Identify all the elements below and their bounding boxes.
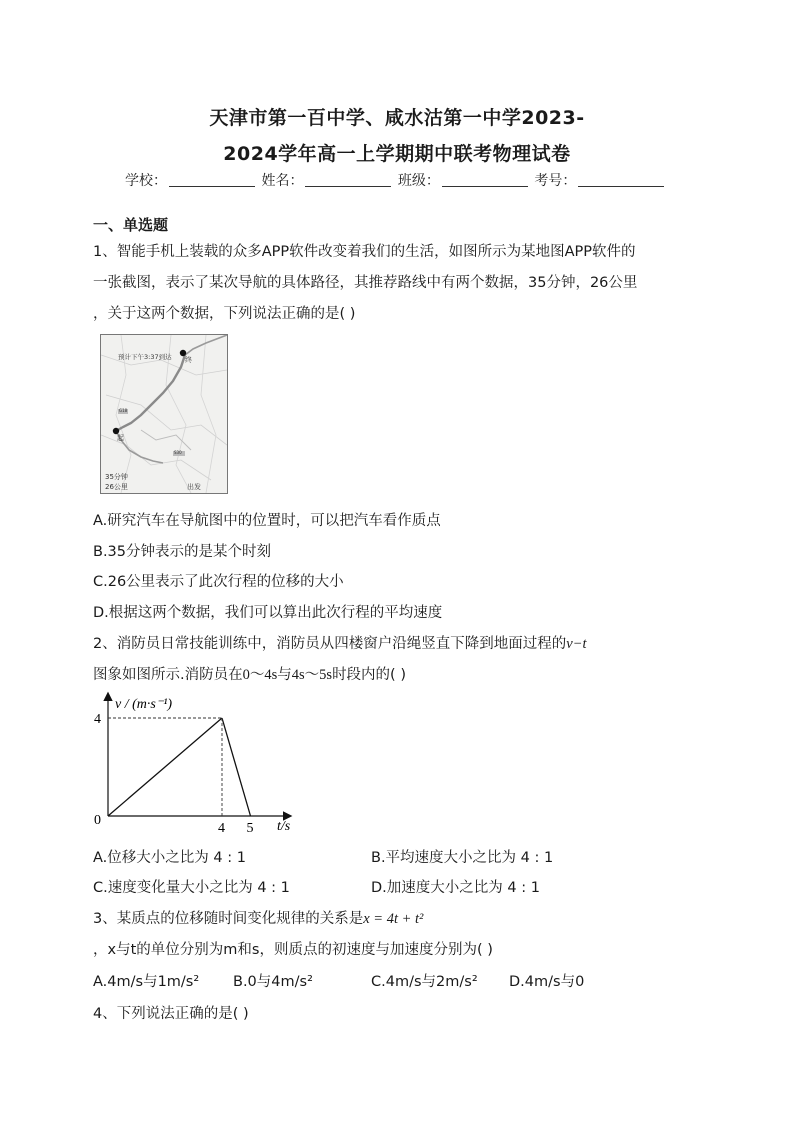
q3-option-a: A.4m/s与1m/s²: [93, 974, 200, 990]
map-road-label-1: G18: [119, 408, 128, 413]
q2-option-d: D.加速度大小之比为 4 : 1: [371, 880, 540, 896]
q2-option-a: A.位移大小之比为 4 : 1: [93, 850, 246, 866]
map-road-label-2: S30: [174, 450, 182, 455]
q1-option-c: C.26公里表示了此次行程的位移的大小: [93, 574, 344, 590]
x-axis-label: t/s: [277, 819, 291, 834]
map-duration-label: 35分钟: [105, 473, 128, 481]
vt-segment-0: [108, 718, 222, 816]
vt-graph-svg: [90, 688, 310, 838]
q2-stem-line2: [93, 663, 406, 684]
q1-stem-line3: ，关于这两个数据，下列说法正确的是( ): [93, 306, 356, 322]
q4-stem-line1: 4、下列说法正确的是( ): [93, 1006, 249, 1022]
y-axis-label: v / (m·s⁻¹): [115, 697, 173, 712]
q2-stem-text-2: 图象如图所示.消防员在: [93, 667, 243, 683]
q2-stem-end: 时段内的( ): [332, 667, 406, 683]
school-blank: [169, 174, 255, 187]
q2-interval-2: 4s～5s: [291, 667, 333, 683]
school-label: 学校：: [125, 173, 167, 189]
q1-option-d: D.根据这两个数据，我们可以算出此次行程的平均速度: [93, 605, 443, 621]
navigation-map-image: [100, 334, 228, 494]
q2-stem-line1: [93, 632, 586, 653]
route-line: [116, 355, 185, 431]
q2-vt-symbol: v−t: [566, 636, 587, 652]
map-distance-label: 26公里: [105, 483, 128, 491]
q3-stem-line2: ，x与t的单位分别为m和s，则质点的初速度与加速度分别为( ): [93, 942, 493, 958]
name-label: 姓名：: [261, 173, 304, 189]
x-tick-label-5: 5: [246, 821, 254, 836]
q2-option-b: B.平均速度大小之比为 4 : 1: [371, 850, 554, 866]
q2-interval-1: 0～4s: [242, 667, 278, 683]
q3-option-c: C.4m/s与2m/s²: [371, 974, 478, 990]
q2-and: 与: [277, 667, 292, 683]
y-tick-label-4: 4: [94, 712, 101, 727]
class-label: 班级：: [397, 173, 440, 189]
q3-stem-text: 3、某质点的位移随时间变化规律的关系是: [93, 911, 364, 927]
class-blank: [442, 174, 528, 187]
vt-graph: [90, 688, 310, 842]
q1-option-a: A.研究汽车在导航图中的位置时，可以把汽车看作质点: [93, 513, 441, 529]
origin-tick-label: 0: [94, 813, 101, 828]
q3-option-d: D.4m/s与0: [509, 974, 585, 990]
map-eta-label: 预计下午3:37到达: [118, 353, 172, 361]
q3-option-b: B.0与4m/s²: [233, 974, 313, 990]
q3-formula: x = 4t + t²: [363, 911, 424, 927]
q1-option-b: B.35分钟表示的是某个时刻: [93, 544, 272, 560]
name-blank: [305, 174, 391, 187]
x-tick-label-4: 4: [218, 821, 225, 836]
exam-number-blank: [578, 174, 664, 187]
exam-title-line2: 2024学年高一上学期期中联考物理试卷: [223, 143, 571, 165]
q2-option-c: C.速度变化量大小之比为 4 : 1: [93, 880, 290, 896]
q2-stem-text: 2、消防员日常技能训练中，消防员从四楼窗户沿绳竖直下降到地面过程的: [93, 636, 567, 652]
map-depart-button: 出发: [187, 483, 201, 491]
section-title: 一、单选题: [93, 216, 169, 234]
exam-title-line1: 天津市第一百中学、咸水沽第一中学2023-: [209, 107, 585, 129]
exam-number-label: 考号：: [534, 173, 577, 189]
student-info-row: [125, 170, 666, 190]
map-start-label: 起: [117, 434, 124, 442]
q1-stem-line2: 一张截图，表示了某次导航的具体路径，其推荐路线中有两个数据，35分钟，26公里: [93, 275, 638, 291]
q1-stem-line1: 1、智能手机上装载的众多APP软件改变着我们的生活，如图所示为某地图APP软件的: [93, 244, 636, 260]
q3-stem-line1: [93, 907, 423, 928]
vt-segment-1: [222, 718, 251, 816]
map-end-label: 终: [185, 356, 192, 364]
